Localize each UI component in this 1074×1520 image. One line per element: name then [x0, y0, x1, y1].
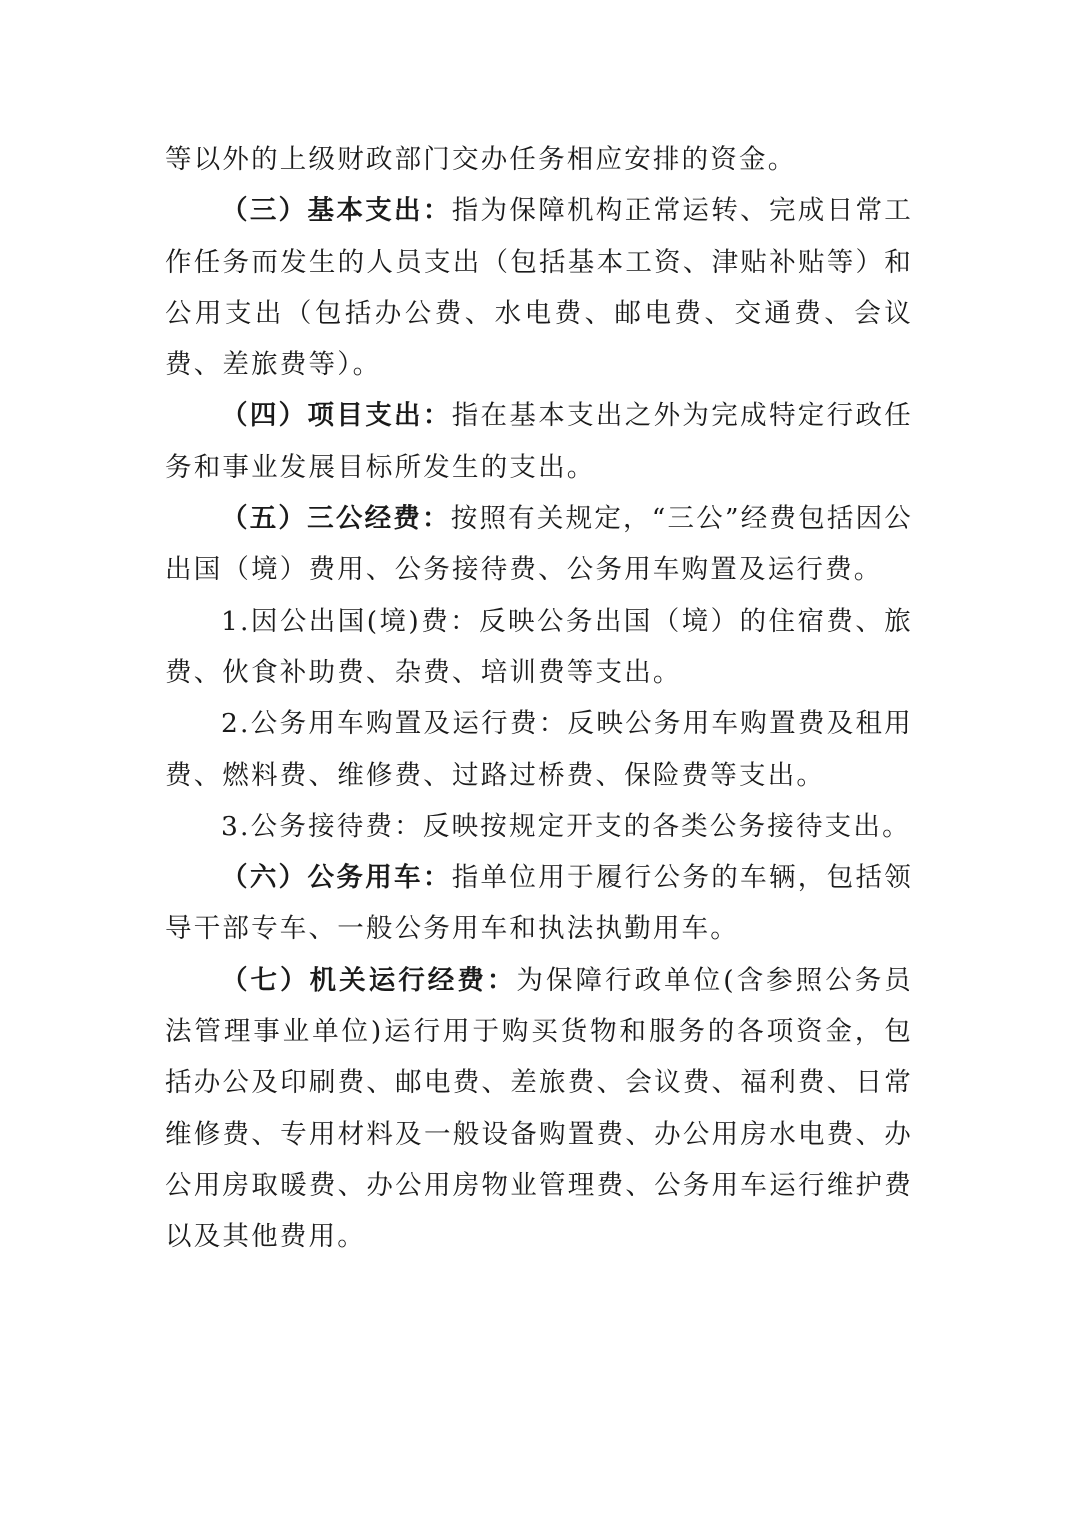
paragraph-text: 按照有关规定，“三公”经费包括因公出国（境）费用、公务接待费、公务用车购置及运行费。 — [165, 503, 913, 586]
paragraph-project-expenditure — [165, 390, 913, 493]
document-page — [165, 134, 913, 1263]
paragraph-basic-expenditure — [165, 185, 913, 390]
term-heading: （五）三公经费： — [221, 503, 451, 535]
paragraph-text: 等以外的上级财政部门交办任务相应安排的资金。 — [165, 144, 797, 175]
paragraph-text: 2.公务用车购置及运行费：反映公务用车购置费及租用费、燃料费、维修费、过路过桥费、保险费等支出。 — [165, 708, 913, 791]
paragraph-three-public-expenses — [165, 493, 913, 596]
paragraph-operating-funds — [165, 955, 913, 1263]
paragraph-item-1 — [165, 596, 913, 699]
paragraph-item-2 — [165, 698, 913, 801]
paragraph-text: 1.因公出国(境)费：反映公务出国（境）的住宿费、旅费、伙食补助费、杂费、培训费等支出。 — [165, 605, 913, 688]
term-heading: （四）项目支出： — [221, 400, 452, 432]
term-heading: （七）机关运行经费： — [221, 964, 517, 996]
paragraph-official-vehicles — [165, 852, 913, 955]
paragraph-continuation — [165, 134, 913, 185]
paragraph-text: 指单位用于履行公务的车辆，包括领导干部专车、一般公务用车和执法执勤用车。 — [165, 862, 913, 945]
paragraph-text: 为保障行政单位(含参照公务员法管理事业单位)运行用于购买货物和服务的各项资金，包括办公及印刷费、邮电费、差旅费、会议费、福利费、日常维修费、专用材料及一般设备购置费、办公用房水电费、办公用房取暖费、办公用房物业管理费、公务用车运行维护费以及其他费用。 — [165, 964, 914, 1253]
paragraph-text: 指在基本支出之外为完成特定行政任务和事业发展目标所发生的支出。 — [165, 400, 913, 483]
paragraph-item-3 — [165, 801, 913, 852]
term-heading: （三）基本支出： — [221, 195, 452, 227]
term-heading: （六）公务用车： — [221, 862, 452, 894]
paragraph-text: 3.公务接待费：反映按规定开支的各类公务接待支出。 — [221, 810, 911, 842]
paragraph-text: 指为保障机构正常运转、完成日常工作任务而发生的人员支出（包括基本工资、津贴补贴等）和公用支出（包括办公费、水电费、邮电费、交通费、会议费、差旅费等）。 — [165, 195, 913, 381]
